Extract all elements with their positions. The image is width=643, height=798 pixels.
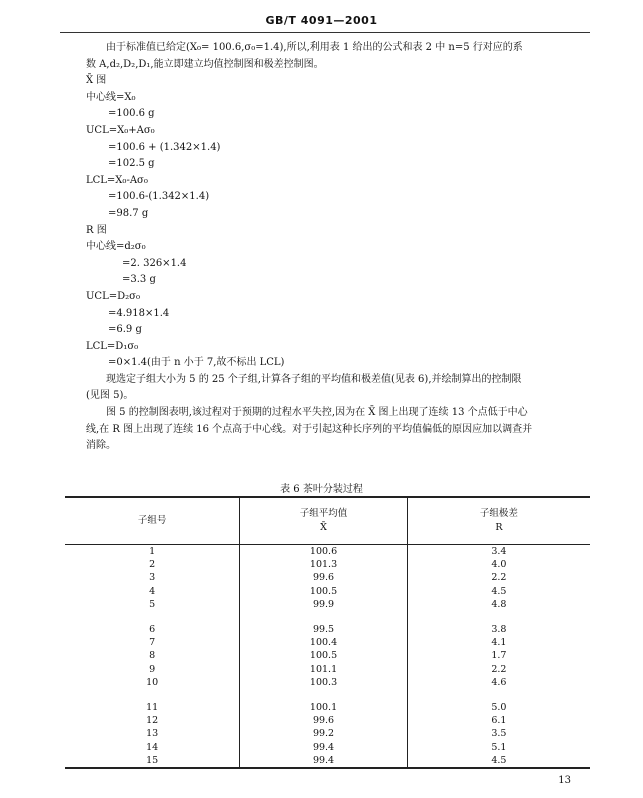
data-table — [65, 496, 590, 769]
r-ucl: UCL=D₂σ₀ — [86, 290, 140, 302]
header-subgroup-number — [65, 497, 240, 545]
cell-subgroup-mean: 99.2 — [240, 727, 408, 740]
r-center-line: 中心线=d₂σ₀ — [86, 241, 146, 253]
cell-subgroup-number: 15 — [65, 754, 240, 768]
cell-subgroup-number: 10 — [146, 676, 159, 688]
header-subgroup-number-label: 子组号 — [137, 515, 167, 526]
cell-subgroup-number: 1 — [149, 546, 156, 557]
table-spacer-cell — [407, 611, 590, 623]
xbar-center-line-value: =100.6 g — [108, 108, 155, 120]
cell-subgroup-range: 5.0 — [407, 701, 590, 714]
cell-subgroup-mean: 100.5 — [240, 585, 408, 598]
cell-subgroup-range: 6.1 — [407, 714, 590, 727]
page-number: 13 — [558, 775, 571, 786]
table-spacer-cell — [65, 611, 240, 623]
table-row — [65, 545, 590, 559]
xbar-lcl-value: =98.7 g — [108, 207, 149, 219]
cell-subgroup-mean: 99.4 — [240, 754, 408, 768]
cell-subgroup-mean: 100.4 — [240, 636, 408, 649]
r-lcl-value: =0×1.4(由于 n 小于 7,故不标出 LCL) — [108, 357, 285, 369]
cell-subgroup-range: 3.4 — [407, 545, 590, 559]
r-ucl-expression: =4.918×1.4 — [108, 307, 170, 319]
header-subgroup-range-symbol: R — [495, 522, 503, 533]
cell-subgroup-mean: 99.6 — [240, 714, 408, 727]
header-divider — [60, 32, 590, 33]
cell-subgroup-number: 11 — [146, 702, 159, 714]
table-row — [65, 727, 590, 740]
table-row — [65, 701, 590, 714]
table-row — [65, 714, 590, 727]
paragraph-1-line-2: (见图 5)。 — [86, 390, 134, 402]
xbar-center-line: 中心线=X₀ — [86, 91, 136, 103]
table-row — [65, 636, 590, 649]
header-subgroup-mean-label: 子组平均值 — [299, 508, 348, 519]
xbar-ucl: UCL=X₀+Aσ₀ — [86, 124, 155, 136]
xbar-ucl-value: =102.5 g — [108, 158, 155, 170]
cell-subgroup-number: 2 — [149, 559, 156, 571]
paragraph-2-line-2: 线,在 R 图上出现了连续 16 个点高于中心线。对于引起这种长序列的平均值偏低的原因应加以调查并 — [86, 423, 533, 435]
xbar-ucl-expression: =100.6 + (1.342×1.4) — [108, 141, 221, 153]
cell-subgroup-range: 4.0 — [407, 558, 590, 571]
header-subgroup-mean — [240, 497, 408, 545]
cell-subgroup-range: 3.8 — [407, 623, 590, 636]
table-row — [65, 558, 590, 571]
table-row — [65, 649, 590, 662]
cell-subgroup-number: 9 — [149, 663, 156, 675]
intro-line-1: 由于标准值已给定(X₀= 100.6,σ₀=1.4),所以,利用表 1 给出的公式和表 2 中 n=5 行对应的系 — [106, 42, 523, 53]
cell-subgroup-mean: 101.3 — [240, 558, 408, 571]
standard-code-header: GB/T 4091—2001 — [265, 14, 378, 27]
cell-subgroup-mean: 99.4 — [240, 741, 408, 754]
table-body — [65, 545, 590, 769]
table-caption: 表 6 茶叶分装过程 — [280, 484, 363, 495]
xbar-lcl-expression: =100.6-(1.342×1.4) — [108, 191, 210, 203]
table-row — [65, 623, 590, 636]
table-row — [65, 741, 590, 754]
cell-subgroup-mean: 99.5 — [240, 623, 408, 636]
r-lcl: LCL=D₁σ₀ — [86, 340, 139, 352]
cell-subgroup-mean: 100.6 — [240, 545, 408, 559]
table-spacer-cell — [240, 611, 408, 623]
header-subgroup-range-label: 子组极差 — [479, 508, 518, 519]
cell-subgroup-range: 2.2 — [407, 571, 590, 584]
cell-subgroup-mean: 101.1 — [240, 663, 408, 676]
cell-subgroup-range: 3.5 — [407, 727, 590, 740]
cell-subgroup-range: 5.1 — [407, 741, 590, 754]
table-row — [65, 598, 590, 611]
intro-line-2: 数 A,d₂,D₂,D₁,能立即建立均值控制图和极差控制图。 — [86, 58, 324, 70]
cell-subgroup-number: 8 — [149, 650, 156, 662]
cell-subgroup-mean: 99.6 — [240, 571, 408, 584]
table-row — [65, 754, 590, 768]
header-subgroup-range — [407, 497, 590, 545]
cell-subgroup-number: 4 — [149, 585, 156, 597]
header-subgroup-mean-symbol: X̄ — [320, 522, 327, 533]
cell-subgroup-range: 2.2 — [407, 663, 590, 676]
cell-subgroup-range: 4.6 — [407, 676, 590, 689]
r-center-line-expression: =2. 326×1.4 — [122, 257, 187, 269]
cell-subgroup-number: 3 — [149, 572, 156, 584]
cell-subgroup-number: 13 — [146, 728, 159, 740]
table-spacer-cell — [65, 689, 240, 701]
cell-subgroup-range: 4.1 — [407, 636, 590, 649]
r-chart-title: R 图 — [86, 224, 107, 236]
cell-subgroup-number: 7 — [149, 637, 156, 649]
paragraph-2-line-1: 图 5 的控制图表明,该过程对于预期的过程水平失控,因为在 X̄ 图上出现了连续 13 个点低于中心 — [106, 407, 528, 419]
cell-subgroup-range: 4.8 — [407, 598, 590, 611]
table-row — [65, 676, 590, 689]
table-header-row — [65, 497, 590, 545]
table-group-spacer — [65, 689, 590, 701]
cell-subgroup-range: 1.7 — [407, 649, 590, 662]
cell-subgroup-mean: 99.9 — [240, 598, 408, 611]
cell-subgroup-range: 4.5 — [407, 585, 590, 598]
cell-subgroup-number: 6 — [149, 624, 156, 636]
table-spacer-cell — [240, 689, 408, 701]
table-group-spacer — [65, 611, 590, 623]
xbar-chart-title: X̄ 图 — [86, 75, 107, 87]
cell-subgroup-mean: 100.1 — [240, 701, 408, 714]
cell-subgroup-number: 14 — [146, 741, 159, 753]
table-row — [65, 663, 590, 676]
xbar-lcl: LCL=X₀-Aσ₀ — [86, 174, 148, 186]
cell-subgroup-number: 5 — [149, 598, 156, 610]
cell-subgroup-mean: 100.3 — [240, 676, 408, 689]
cell-subgroup-range: 4.5 — [407, 754, 590, 768]
table-row — [65, 585, 590, 598]
table-spacer-cell — [407, 689, 590, 701]
paragraph-1-line-1: 现选定子组大小为 5 的 25 个子组,计算各子组的平均值和极差值(见表 6),并绘制算出的控制限 — [106, 373, 522, 385]
paragraph-2-line-3: 消除。 — [86, 440, 116, 452]
cell-subgroup-mean: 100.5 — [240, 649, 408, 662]
r-ucl-value: =6.9 g — [108, 324, 142, 336]
document-body — [86, 40, 596, 455]
cell-subgroup-number: 12 — [146, 715, 159, 727]
table-row — [65, 571, 590, 584]
r-center-line-value: =3.3 g — [122, 274, 156, 286]
